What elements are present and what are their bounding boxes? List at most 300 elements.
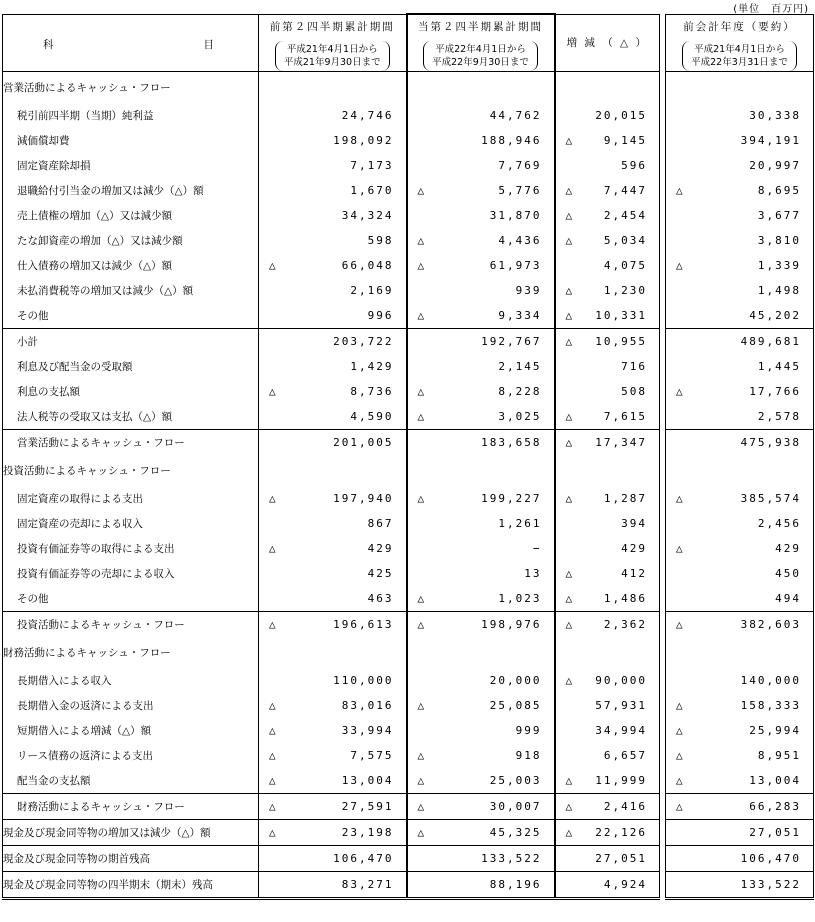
row-label: 投資活動によるキャッシュ・フロー bbox=[3, 455, 259, 486]
table-row bbox=[3, 511, 814, 536]
cell-cur bbox=[407, 872, 555, 899]
cell-value: 23,198 bbox=[341, 826, 394, 839]
cell-cur bbox=[407, 718, 555, 743]
table-row bbox=[3, 486, 814, 511]
cell-value: 183,658 bbox=[481, 436, 542, 449]
table-row bbox=[3, 128, 814, 153]
cell-value: 34,324 bbox=[341, 209, 394, 222]
cell-value: 2,169 bbox=[350, 284, 394, 297]
cell-prev bbox=[259, 486, 407, 511]
cell-value: 33,994 bbox=[341, 724, 394, 737]
negative-marker-icon: △ bbox=[417, 410, 427, 423]
negative-marker-icon: △ bbox=[417, 234, 427, 247]
cell-diff bbox=[555, 103, 660, 128]
row-label: リース債務の返済による支出 bbox=[3, 743, 259, 768]
table-row bbox=[3, 743, 814, 768]
cell-value: 45,202 bbox=[749, 309, 801, 322]
cell-year bbox=[666, 637, 814, 668]
cell-prev bbox=[259, 846, 407, 872]
negative-marker-icon: △ bbox=[676, 542, 685, 555]
cell-value: 716 bbox=[621, 360, 647, 373]
cell-cur bbox=[407, 511, 555, 536]
cell-prev bbox=[259, 354, 407, 379]
table-row bbox=[3, 228, 814, 253]
section-row bbox=[3, 455, 814, 486]
row-label: 投資活動によるキャッシュ・フロー bbox=[3, 612, 259, 638]
cell-diff bbox=[555, 511, 660, 536]
negative-marker-icon: △ bbox=[417, 259, 427, 272]
table-row bbox=[3, 846, 814, 872]
header-prev-title: 前第２四半期累計期間 bbox=[269, 20, 395, 33]
cell-cur bbox=[407, 612, 555, 638]
cell-diff bbox=[555, 586, 660, 612]
cell-year bbox=[666, 768, 814, 794]
cell-value: 4,075 bbox=[603, 259, 647, 272]
cell-year bbox=[666, 612, 814, 638]
cell-value: 199,227 bbox=[481, 492, 542, 505]
cell-value: 20,000 bbox=[489, 674, 542, 687]
row-label: その他 bbox=[3, 303, 259, 329]
cell-diff bbox=[555, 637, 660, 668]
cell-diff bbox=[555, 486, 660, 511]
cell-value: 1,261 bbox=[498, 517, 542, 530]
cell-cur bbox=[407, 379, 555, 404]
cell-value: 429 bbox=[775, 542, 801, 555]
cell-year bbox=[666, 872, 814, 899]
negative-marker-icon: △ bbox=[565, 492, 575, 505]
cell-value: 30,338 bbox=[749, 109, 801, 122]
cell-prev bbox=[259, 278, 407, 303]
cell-value: 90,000 bbox=[595, 674, 647, 687]
header-cur-period bbox=[423, 41, 538, 71]
table-row bbox=[3, 586, 814, 612]
cell-value: 17,347 bbox=[595, 436, 647, 449]
cell-year bbox=[666, 178, 814, 203]
cell-value: 1,486 bbox=[603, 592, 647, 605]
cell-value: 429 bbox=[621, 542, 647, 555]
cell-value: 4,924 bbox=[603, 878, 647, 891]
unit-note: (単位 百万円) bbox=[733, 4, 809, 15]
cell-diff bbox=[555, 743, 660, 768]
table-body bbox=[3, 72, 814, 899]
negative-marker-icon: △ bbox=[417, 699, 427, 712]
cell-prev bbox=[259, 455, 407, 486]
cell-value: 429 bbox=[367, 542, 394, 555]
negative-marker-icon: △ bbox=[565, 674, 575, 687]
negative-marker-icon: △ bbox=[269, 259, 278, 272]
cell-value: 197,940 bbox=[333, 492, 394, 505]
cell-value: 7,447 bbox=[603, 184, 647, 197]
cell-value: 106,470 bbox=[333, 852, 394, 865]
cell-year bbox=[666, 846, 814, 872]
cell-cur bbox=[407, 228, 555, 253]
row-label: 退職給付引当金の増加又は減少（△）額 bbox=[3, 178, 259, 203]
cell-prev bbox=[259, 404, 407, 430]
cell-year bbox=[666, 718, 814, 743]
negative-marker-icon: △ bbox=[417, 385, 427, 398]
cell-cur bbox=[407, 303, 555, 329]
cell-value: 412 bbox=[621, 567, 647, 580]
table-row bbox=[3, 203, 814, 228]
cell-value: 9,334 bbox=[498, 309, 542, 322]
table-row bbox=[3, 820, 814, 846]
cell-value: 192,767 bbox=[481, 335, 542, 348]
cell-value: 25,085 bbox=[489, 699, 542, 712]
cell-value: 7,575 bbox=[350, 749, 394, 762]
cell-value: 34,994 bbox=[595, 724, 647, 737]
cell-year bbox=[666, 354, 814, 379]
cell-value: 133,522 bbox=[740, 878, 801, 891]
row-label: 固定資産除却損 bbox=[3, 153, 259, 178]
cell-diff bbox=[555, 668, 660, 693]
cell-value: 10,955 bbox=[595, 335, 647, 348]
cell-value: 463 bbox=[367, 592, 394, 605]
cell-prev bbox=[259, 153, 407, 178]
cash-flow-table bbox=[2, 13, 814, 900]
cell-prev bbox=[259, 536, 407, 561]
cell-year bbox=[666, 153, 814, 178]
cell-cur bbox=[407, 743, 555, 768]
cell-prev bbox=[259, 203, 407, 228]
cell-diff bbox=[555, 693, 660, 718]
cell-prev bbox=[259, 379, 407, 404]
negative-marker-icon: △ bbox=[676, 724, 685, 737]
cell-diff bbox=[555, 178, 660, 203]
cell-value: 20,997 bbox=[749, 159, 801, 172]
negative-marker-icon: △ bbox=[269, 492, 278, 505]
cell-value: 27,591 bbox=[341, 800, 394, 813]
cell-cur bbox=[407, 72, 555, 104]
negative-marker-icon: △ bbox=[565, 567, 575, 580]
cell-value: 27,051 bbox=[749, 826, 801, 839]
table-row bbox=[3, 354, 814, 379]
row-label: 固定資産の取得による支出 bbox=[3, 486, 259, 511]
cell-cur bbox=[407, 153, 555, 178]
negative-marker-icon: △ bbox=[565, 618, 575, 631]
cell-prev bbox=[259, 586, 407, 612]
cell-value: 198,976 bbox=[481, 618, 542, 631]
cell-value: 3,677 bbox=[757, 209, 801, 222]
cell-cur bbox=[407, 253, 555, 278]
cell-diff bbox=[555, 768, 660, 794]
negative-marker-icon: △ bbox=[269, 385, 278, 398]
negative-marker-icon: △ bbox=[676, 259, 685, 272]
cell-diff bbox=[555, 718, 660, 743]
cell-value: 1,670 bbox=[350, 184, 394, 197]
cell-value: 394,191 bbox=[740, 134, 801, 147]
cell-value: 20,015 bbox=[595, 109, 647, 122]
cell-value: 44,762 bbox=[489, 109, 542, 122]
row-label: 財務活動によるキャッシュ・フロー bbox=[3, 794, 259, 820]
cell-prev bbox=[259, 430, 407, 456]
cell-value: 61,973 bbox=[489, 259, 542, 272]
cell-value: 10,331 bbox=[595, 309, 647, 322]
cell-value: 45,325 bbox=[489, 826, 542, 839]
cell-year bbox=[666, 511, 814, 536]
header-cur-to: 平成22年9月30日まで bbox=[432, 57, 529, 68]
row-label: 短期借入による増減（△）額 bbox=[3, 718, 259, 743]
cell-value: 867 bbox=[367, 517, 394, 530]
negative-marker-icon: △ bbox=[676, 184, 685, 197]
cell-value: 13,004 bbox=[749, 774, 801, 787]
cell-value: 489,681 bbox=[740, 335, 801, 348]
cell-value: 140,000 bbox=[740, 674, 801, 687]
cell-value: 7,615 bbox=[603, 410, 647, 423]
cell-prev bbox=[259, 743, 407, 768]
row-label: 投資有価証券等の取得による支出 bbox=[3, 536, 259, 561]
cell-value: 27,051 bbox=[595, 852, 647, 865]
negative-marker-icon: △ bbox=[565, 410, 575, 423]
header-item bbox=[3, 14, 259, 72]
row-label: 投資有価証券等の売却による収入 bbox=[3, 561, 259, 586]
cell-prev bbox=[259, 768, 407, 794]
cell-value: − bbox=[532, 542, 542, 555]
cell-prev bbox=[259, 128, 407, 153]
cell-diff bbox=[555, 455, 660, 486]
cell-year bbox=[666, 455, 814, 486]
cell-value: 1,429 bbox=[350, 360, 394, 373]
negative-marker-icon: △ bbox=[269, 699, 278, 712]
header-prev-period bbox=[275, 41, 390, 71]
negative-marker-icon: △ bbox=[565, 184, 575, 197]
negative-marker-icon: △ bbox=[417, 184, 427, 197]
cell-year bbox=[666, 486, 814, 511]
cell-cur bbox=[407, 637, 555, 668]
cell-year bbox=[666, 253, 814, 278]
cell-value: 508 bbox=[621, 385, 647, 398]
table-row bbox=[3, 253, 814, 278]
cell-value: 8,951 bbox=[757, 749, 801, 762]
cell-value: 1,339 bbox=[757, 259, 801, 272]
negative-marker-icon: △ bbox=[565, 800, 575, 813]
negative-marker-icon: △ bbox=[676, 699, 685, 712]
row-label: 売上債権の増加（△）又は減少額 bbox=[3, 203, 259, 228]
negative-marker-icon: △ bbox=[565, 592, 575, 605]
cell-prev bbox=[259, 72, 407, 104]
negative-marker-icon: △ bbox=[565, 436, 575, 449]
negative-marker-icon: △ bbox=[269, 724, 278, 737]
cell-cur bbox=[407, 768, 555, 794]
cell-value: 158,333 bbox=[740, 699, 801, 712]
cell-value: 2,362 bbox=[603, 618, 647, 631]
cell-value: 83,271 bbox=[341, 878, 394, 891]
cell-diff bbox=[555, 203, 660, 228]
cell-value: 596 bbox=[621, 159, 647, 172]
row-label: たな卸資産の増加（△）又は減少額 bbox=[3, 228, 259, 253]
row-label: 現金及び現金同等物の四半期末（期末）残高 bbox=[3, 872, 259, 899]
cell-diff bbox=[555, 153, 660, 178]
row-label: 税引前四半期（当期）純利益 bbox=[3, 103, 259, 128]
cell-value: 198,092 bbox=[333, 134, 394, 147]
cell-value: 1,230 bbox=[603, 284, 647, 297]
cell-value: 201,005 bbox=[333, 436, 394, 449]
cell-diff bbox=[555, 430, 660, 456]
negative-marker-icon: △ bbox=[565, 209, 575, 222]
cell-cur bbox=[407, 586, 555, 612]
cell-value: 1,445 bbox=[757, 360, 801, 373]
table-row bbox=[3, 178, 814, 203]
cell-prev bbox=[259, 693, 407, 718]
cell-year bbox=[666, 586, 814, 612]
negative-marker-icon: △ bbox=[676, 774, 685, 787]
row-label: 法人税等の受取又は支払（△）額 bbox=[3, 404, 259, 430]
negative-marker-icon: △ bbox=[269, 800, 278, 813]
header-diff-title: 増 減 （ △ ） bbox=[566, 36, 648, 49]
table-row bbox=[3, 430, 814, 456]
negative-marker-icon: △ bbox=[676, 492, 685, 505]
negative-marker-icon: △ bbox=[565, 134, 575, 147]
table-row bbox=[3, 768, 814, 794]
cell-value: 6,657 bbox=[603, 749, 647, 762]
cell-cur bbox=[407, 329, 555, 355]
negative-marker-icon: △ bbox=[417, 774, 427, 787]
cell-value: 5,776 bbox=[498, 184, 542, 197]
header-cur-title: 当第２四半期累計期間 bbox=[418, 21, 543, 33]
cell-cur bbox=[407, 455, 555, 486]
cell-diff bbox=[555, 128, 660, 153]
cell-value: 4,590 bbox=[350, 410, 394, 423]
table-row bbox=[3, 278, 814, 303]
cell-value: 5,034 bbox=[603, 234, 647, 247]
cell-year bbox=[666, 203, 814, 228]
cell-cur bbox=[407, 846, 555, 872]
header-row bbox=[3, 14, 814, 72]
row-label: 利息及び配当金の受取額 bbox=[3, 354, 259, 379]
header-prev-from: 平成21年4月1日から bbox=[286, 43, 378, 55]
table-row bbox=[3, 718, 814, 743]
cell-value: 2,145 bbox=[498, 360, 542, 373]
negative-marker-icon: △ bbox=[676, 800, 685, 813]
cell-value: 25,003 bbox=[489, 774, 542, 787]
cell-prev bbox=[259, 794, 407, 820]
cell-value: 133,522 bbox=[481, 852, 542, 865]
negative-marker-icon: △ bbox=[417, 618, 427, 631]
cell-diff bbox=[555, 303, 660, 329]
cell-cur bbox=[407, 430, 555, 456]
cell-cur bbox=[407, 178, 555, 203]
cell-cur bbox=[407, 820, 555, 846]
cell-value: 1,287 bbox=[603, 492, 647, 505]
cell-value: 4,436 bbox=[498, 234, 542, 247]
table-row bbox=[3, 794, 814, 820]
cell-prev bbox=[259, 668, 407, 693]
cell-value: 9,145 bbox=[603, 134, 647, 147]
cell-value: 425 bbox=[367, 567, 394, 580]
cell-prev bbox=[259, 612, 407, 638]
cell-value: 188,946 bbox=[481, 134, 542, 147]
cell-value: 30,007 bbox=[489, 800, 542, 813]
row-label: 営業活動によるキャッシュ・フロー bbox=[3, 430, 259, 456]
section-row bbox=[3, 637, 814, 668]
cell-prev bbox=[259, 718, 407, 743]
cell-value: 203,722 bbox=[333, 335, 394, 348]
row-label: 小計 bbox=[3, 329, 259, 355]
header-year-from: 平成21年4月1日から bbox=[694, 43, 785, 55]
negative-marker-icon: △ bbox=[269, 774, 278, 787]
cell-value: 13,004 bbox=[341, 774, 394, 787]
row-label: 営業活動によるキャッシュ・フロー bbox=[3, 72, 259, 104]
cell-year bbox=[666, 103, 814, 128]
cell-value: 939 bbox=[515, 284, 542, 297]
cell-prev bbox=[259, 561, 407, 586]
cell-year bbox=[666, 820, 814, 846]
cell-value: 24,746 bbox=[341, 109, 394, 122]
cell-year bbox=[666, 278, 814, 303]
cell-cur bbox=[407, 354, 555, 379]
cell-year bbox=[666, 379, 814, 404]
cell-value: 1,023 bbox=[498, 592, 542, 605]
cell-diff bbox=[555, 820, 660, 846]
cell-diff bbox=[555, 379, 660, 404]
cell-value: 66,283 bbox=[749, 800, 801, 813]
cell-year bbox=[666, 430, 814, 456]
negative-marker-icon: △ bbox=[269, 542, 278, 555]
cell-value: 8,228 bbox=[498, 385, 542, 398]
cell-year bbox=[666, 72, 814, 104]
header-year bbox=[666, 14, 814, 72]
cell-value: 66,048 bbox=[341, 259, 394, 272]
table-row bbox=[3, 693, 814, 718]
row-label: 未払消費税等の増加又は減少（△）額 bbox=[3, 278, 259, 303]
header-cur-from: 平成22年4月1日から bbox=[435, 44, 526, 55]
negative-marker-icon: △ bbox=[417, 592, 427, 605]
row-label: 現金及び現金同等物の期首残高 bbox=[3, 846, 259, 872]
cell-year bbox=[666, 561, 814, 586]
negative-marker-icon: △ bbox=[565, 234, 575, 247]
negative-marker-icon: △ bbox=[417, 826, 427, 839]
cell-value: 110,000 bbox=[333, 674, 394, 687]
cell-value: 88,196 bbox=[489, 878, 542, 891]
negative-marker-icon: △ bbox=[565, 774, 575, 787]
cell-value: 3,810 bbox=[757, 234, 801, 247]
negative-marker-icon: △ bbox=[417, 309, 427, 322]
cell-value: 494 bbox=[775, 592, 801, 605]
negative-marker-icon: △ bbox=[269, 618, 278, 631]
cell-year bbox=[666, 329, 814, 355]
cell-value: 996 bbox=[367, 309, 394, 322]
header-year-to: 平成22年3月31日まで bbox=[691, 56, 788, 68]
table-row bbox=[3, 612, 814, 638]
cell-year bbox=[666, 794, 814, 820]
cell-value: 598 bbox=[367, 234, 394, 247]
cell-cur bbox=[407, 536, 555, 561]
cell-cur bbox=[407, 203, 555, 228]
cell-cur bbox=[407, 561, 555, 586]
cell-cur bbox=[407, 486, 555, 511]
cell-value: 22,126 bbox=[595, 826, 647, 839]
header-prev bbox=[259, 14, 407, 72]
row-label: その他 bbox=[3, 586, 259, 612]
cell-value: 83,016 bbox=[341, 699, 394, 712]
table-row bbox=[3, 103, 814, 128]
negative-marker-icon: △ bbox=[565, 335, 575, 348]
cell-value: 25,994 bbox=[749, 724, 801, 737]
negative-marker-icon: △ bbox=[417, 749, 427, 762]
header-item-left: 科 bbox=[43, 38, 54, 51]
cell-value: 11,999 bbox=[595, 774, 647, 787]
cell-cur bbox=[407, 128, 555, 153]
cell-year bbox=[666, 743, 814, 768]
cell-prev bbox=[259, 872, 407, 899]
cell-cur bbox=[407, 693, 555, 718]
table-row bbox=[3, 153, 814, 178]
cell-year bbox=[666, 693, 814, 718]
cell-value: 13 bbox=[524, 567, 542, 580]
negative-marker-icon: △ bbox=[417, 800, 427, 813]
cell-diff bbox=[555, 561, 660, 586]
row-label: 仕入債務の増加又は減少（△）額 bbox=[3, 253, 259, 278]
header-cur bbox=[407, 14, 555, 72]
